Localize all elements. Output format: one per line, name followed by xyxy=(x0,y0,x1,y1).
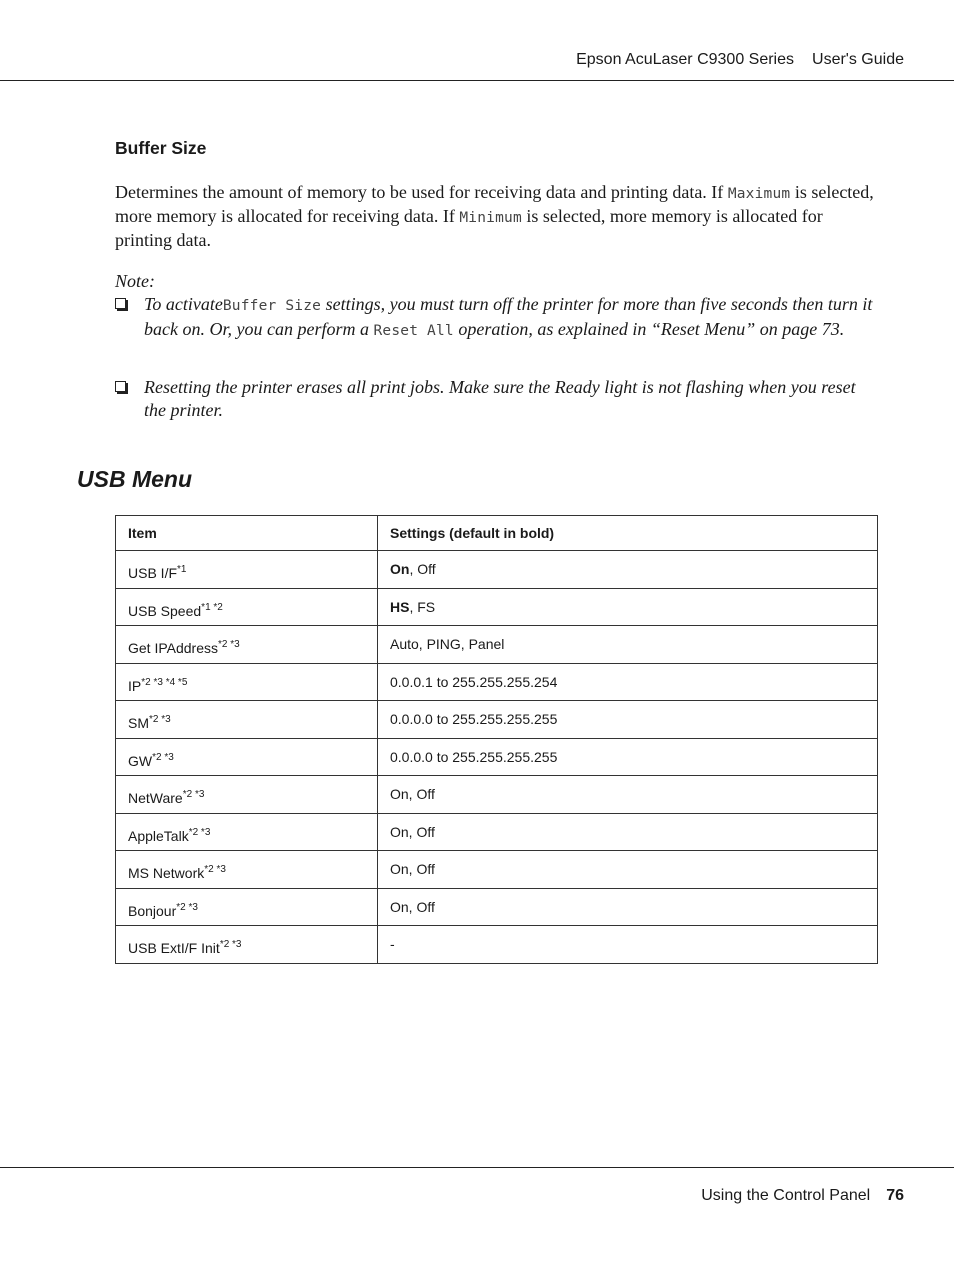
other-settings: On, Off xyxy=(390,786,435,803)
footnote-ref: *2 *3 xyxy=(219,939,242,951)
other-settings: , Off xyxy=(409,561,436,578)
footnote-ref: *2 *3 xyxy=(218,639,240,651)
settings-cell xyxy=(378,738,878,776)
item-cell xyxy=(116,888,378,926)
running-header xyxy=(576,51,904,69)
code-buffer-size: Buffer Size xyxy=(222,298,322,314)
default-setting: HS xyxy=(390,598,410,615)
note-item-reset xyxy=(115,376,880,422)
note-item-text: Resetting the printer erases all print jobs. Make sure the Ready light is not flashing when you reset the printer. xyxy=(144,377,856,420)
item-name: AppleTalk xyxy=(128,827,189,844)
item-cell xyxy=(116,663,378,701)
table-row xyxy=(116,551,878,589)
footnote-ref: *2 *3 xyxy=(176,901,198,913)
table-row xyxy=(116,926,878,964)
table-row xyxy=(116,888,878,926)
item-cell xyxy=(116,776,378,814)
other-settings: - xyxy=(390,936,395,953)
footnote-ref: *2 *3 xyxy=(182,789,205,801)
desc-text-3: is selected, more memory is allocated for printing data. xyxy=(115,206,823,250)
footer-section: Using the Control Panel xyxy=(701,1187,871,1204)
running-footer xyxy=(701,1187,904,1205)
header-product: Epson AcuLaser C9300 Series xyxy=(576,51,795,68)
footnote-ref: *2 *3 xyxy=(204,864,226,876)
col-header-item: Item xyxy=(116,516,378,551)
settings-cell xyxy=(378,888,878,926)
note1-text-a: To activate xyxy=(144,294,223,314)
other-settings: On, Off xyxy=(390,898,435,915)
table-row xyxy=(116,851,878,889)
footnote-ref: *1 *2 xyxy=(201,601,223,613)
item-name: Get IPAddress xyxy=(128,640,219,657)
settings-cell xyxy=(378,926,878,964)
item-cell xyxy=(116,813,378,851)
other-settings: , FS xyxy=(409,598,436,615)
table-row xyxy=(116,626,878,664)
settings-cell xyxy=(378,551,878,589)
item-cell xyxy=(116,588,378,626)
item-name: NetWare xyxy=(128,790,183,807)
table-row xyxy=(116,738,878,776)
note1-text-c: operation, as explained in “Reset Menu” on page 73. xyxy=(453,319,845,339)
default-setting: On xyxy=(390,561,410,578)
item-name: USB I/F xyxy=(128,565,178,582)
note-label: Note: xyxy=(115,271,155,291)
usb-menu-heading: USB Menu xyxy=(77,466,192,492)
desc-text-1: Determines the amount of memory to be used for receiving data and printing data. If xyxy=(115,182,728,202)
buffer-size-description xyxy=(115,181,880,251)
item-cell xyxy=(116,738,378,776)
header-guide: User's Guide xyxy=(812,51,904,68)
col-header-settings: Settings (default in bold) xyxy=(378,516,878,551)
header-rule xyxy=(0,80,954,81)
note-item-activate xyxy=(115,293,880,343)
item-cell xyxy=(116,926,378,964)
code-maximum: Maximum xyxy=(727,186,791,202)
table-header-row xyxy=(116,516,878,551)
other-settings: 0.0.0.0 to 255.255.255.255 xyxy=(390,748,558,765)
item-name: USB Speed xyxy=(128,602,202,619)
code-minimum: Minimum xyxy=(459,210,522,226)
footnote-ref: *2 *3 xyxy=(152,751,174,763)
usb-menu-table xyxy=(115,515,878,964)
table-row xyxy=(116,588,878,626)
table-row xyxy=(116,813,878,851)
settings-cell xyxy=(378,813,878,851)
note-item-text xyxy=(144,293,880,343)
desc-text-2: is selected, more memory is allocated for receiving data. If xyxy=(115,182,874,226)
footnote-ref: *2 *3 xyxy=(149,714,171,726)
other-settings: 0.0.0.1 to 255.255.255.254 xyxy=(390,673,558,690)
table-row xyxy=(116,663,878,701)
settings-cell xyxy=(378,626,878,664)
item-name: MS Network xyxy=(128,865,205,882)
item-cell xyxy=(116,851,378,889)
item-name: Bonjour xyxy=(128,902,177,919)
footer-rule xyxy=(0,1167,954,1168)
footnote-ref: *1 xyxy=(177,564,187,576)
item-cell xyxy=(116,701,378,739)
item-name: USB ExtI/F Init xyxy=(128,940,220,957)
settings-cell xyxy=(378,776,878,814)
footnote-ref: *2 *3 *4 *5 xyxy=(141,676,188,688)
settings-cell xyxy=(378,701,878,739)
settings-cell xyxy=(378,588,878,626)
table-row xyxy=(116,701,878,739)
item-name: IP xyxy=(128,677,142,694)
settings-cell xyxy=(378,663,878,701)
other-settings: On, Off xyxy=(390,823,435,840)
item-name: SM xyxy=(128,715,149,732)
other-settings: On, Off xyxy=(390,861,435,878)
footnote-ref: *2 *3 xyxy=(188,826,211,838)
settings-cell xyxy=(378,851,878,889)
item-name: GW xyxy=(128,752,153,769)
item-cell xyxy=(116,551,378,589)
table-row xyxy=(116,776,878,814)
other-settings: 0.0.0.0 to 255.255.255.255 xyxy=(390,711,558,728)
item-cell xyxy=(116,626,378,664)
other-settings: Auto, PING, Panel xyxy=(390,636,505,653)
code-reset-all: Reset All xyxy=(373,323,454,339)
buffer-size-heading: Buffer Size xyxy=(115,138,207,158)
checkbox-bullet-icon xyxy=(115,381,126,392)
checkbox-bullet-icon xyxy=(115,298,126,309)
page-number: 76 xyxy=(886,1187,904,1204)
note1-text-b: settings, you must turn off the printer for more than five seconds then turn it back on. Or, you can perform a xyxy=(144,294,873,339)
